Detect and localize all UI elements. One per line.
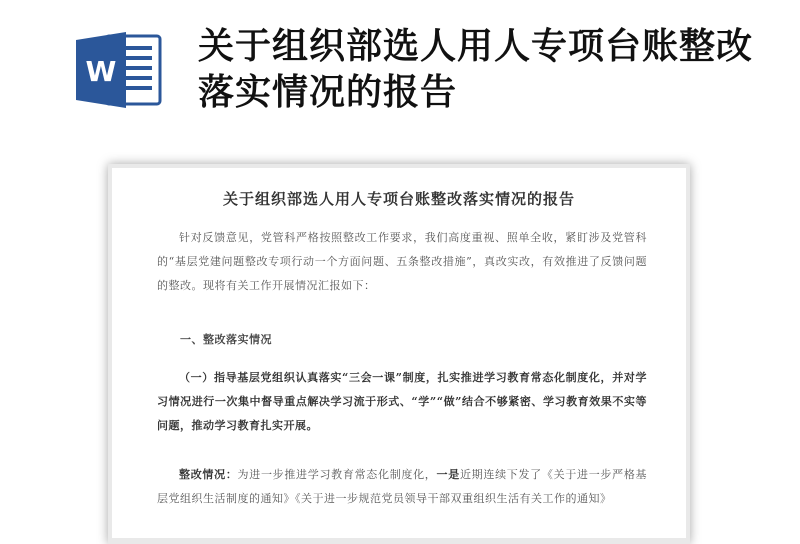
item-paragraph: （一）指导基层党组织认真落实“三会一课”制度，扎实推进学习教育常态化制度化，并对学习情况进行一次集中督导重点解决学习流于形式、“学”“做”结合不够紧密、学习教育效果不实等问题，推动学习教育扎实开展。 bbox=[157, 371, 647, 432]
status-text-b: 近期连续下发了《关于进一步严格基层党组织生活制度的通知》《关于进一步规范党员领导干部双重组织生活有关工作的通知》 bbox=[157, 468, 648, 505]
banner bbox=[0, 0, 800, 150]
word-icon-letter: W bbox=[85, 55, 117, 88]
document-title: 关于组织部选人用人专项台账整改落实情况的报告 bbox=[222, 190, 575, 208]
intro-paragraph: 针对反馈意见，党管科严格按照整改工作要求，我们高度重视、照单全收，紧盯涉及党管科的“基层党建问题整改专项行动一个方面问题、五条整改措施”，真改实改，有效推进了反馈问题的整改。现将有关工作开展情况汇报如下： bbox=[157, 231, 647, 292]
word-document-icon bbox=[76, 30, 162, 110]
status-bold: 一是 bbox=[436, 468, 460, 481]
status-label: 整改情况： bbox=[179, 468, 238, 481]
document-page bbox=[112, 168, 686, 538]
status-text-a: 为进一步推进学习教育常态化制度化， bbox=[237, 468, 437, 481]
status-paragraph bbox=[157, 463, 647, 511]
banner-title: 关于组织部选人用人专项台账整改落实情况的报告 bbox=[198, 26, 754, 113]
section-heading: 一、整改落实情况 bbox=[180, 333, 272, 346]
